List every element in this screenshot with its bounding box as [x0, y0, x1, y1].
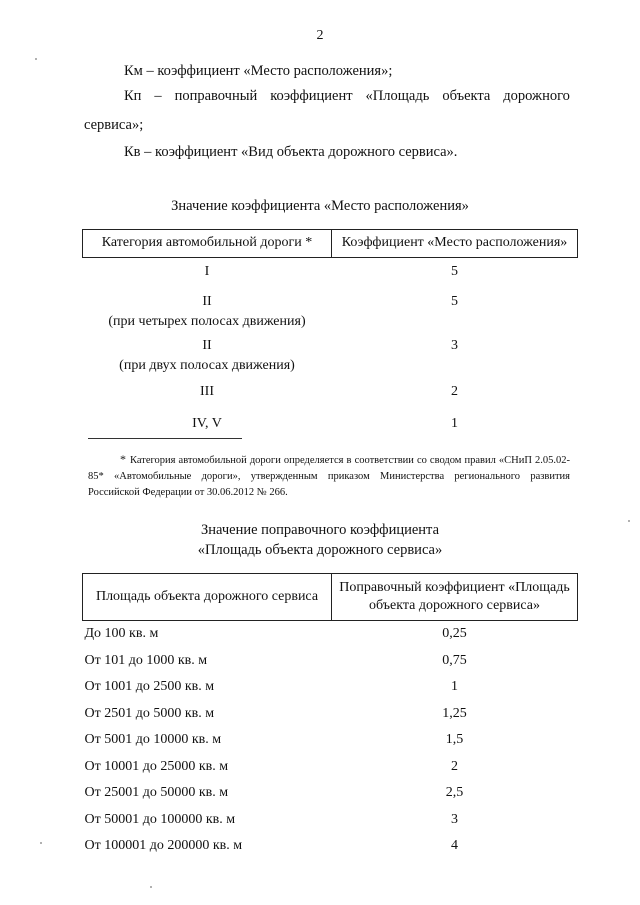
- area-cell: До 100 кв. м: [84, 626, 159, 642]
- definition-kp-word: Кп: [124, 88, 142, 104]
- area-coefficient-table: [82, 573, 578, 860]
- coefficient-cell: 2: [451, 384, 458, 399]
- footnote-marker: *: [120, 452, 126, 466]
- table-row: [83, 727, 578, 754]
- definition-kp-word: дорожного: [503, 88, 570, 104]
- coefficient-cell: 3: [451, 338, 458, 353]
- coefficient-cell: 1: [451, 416, 458, 431]
- table-row: [83, 621, 578, 648]
- scan-speck: [40, 842, 42, 844]
- footnote-divider: [88, 438, 242, 439]
- definition-kp-word: объекта: [442, 88, 491, 104]
- area-cell: От 25001 до 50000 кв. м: [84, 785, 229, 801]
- category-value: I: [204, 264, 210, 279]
- table-row: [83, 258, 578, 291]
- definition-kv: Кв – коэффициент «Вид объекта дорожного сервиса».: [124, 144, 458, 160]
- category-value: II: [202, 338, 212, 353]
- category-note: (при двух полосах движения): [119, 358, 295, 373]
- scan-speck: [150, 886, 152, 888]
- definition-kp-word: поправочный: [174, 88, 258, 104]
- scan-speck: [35, 58, 37, 60]
- category-note: (при четырех полосах движения): [108, 314, 306, 329]
- table-row: [83, 833, 578, 860]
- table-header-row: [83, 230, 578, 258]
- scan-speck: [628, 520, 630, 522]
- coefficient-cell: 0,75: [442, 652, 467, 668]
- table2-title-line1: Значение поправочного коэффициента: [200, 522, 440, 538]
- header-area-coefficient: Поправочный коэффициент «Площадь объекта дорожного сервиса»: [332, 574, 578, 621]
- area-cell: От 2501 до 5000 кв. м: [84, 705, 215, 721]
- category-value: III: [200, 384, 214, 399]
- category-value: II: [202, 294, 212, 309]
- coefficient-cell: 1: [451, 679, 458, 695]
- area-cell: От 100001 до 200000 кв. м: [84, 838, 243, 854]
- table1-title: Значение коэффициента «Место расположения»: [171, 198, 469, 214]
- table-row: [83, 754, 578, 781]
- header-location-coefficient: Коэффициент «Место расположения»: [332, 230, 578, 258]
- table-row: [83, 378, 578, 410]
- area-cell: От 101 до 1000 кв. м: [84, 652, 208, 668]
- coefficient-cell: 5: [451, 264, 458, 279]
- category-value: IV, V: [192, 416, 222, 431]
- area-cell: От 50001 до 100000 кв. м: [84, 811, 236, 827]
- coefficient-cell: 2,5: [445, 785, 464, 801]
- coefficient-cell: 4: [451, 838, 458, 854]
- coefficient-cell: 0,25: [442, 626, 467, 642]
- area-cell: От 5001 до 10000 кв. м: [84, 732, 222, 748]
- category-cell: [83, 290, 332, 334]
- header-area: Площадь объекта дорожного сервиса: [83, 574, 332, 621]
- coefficient-cell: 3: [451, 811, 458, 827]
- table-row: [83, 290, 578, 334]
- table2-title-line2: «Площадь объекта дорожного сервиса»: [197, 542, 443, 558]
- category-cell: [83, 258, 332, 291]
- table-row: [83, 648, 578, 675]
- coefficient-cell: 1,5: [445, 732, 464, 748]
- table-header-row: [83, 574, 578, 621]
- definition-km: Км – коэффициент «Место расположения»;: [124, 63, 393, 79]
- definition-kp-line1: [124, 88, 570, 105]
- coefficient-cell: 2: [451, 758, 458, 774]
- definition-kp-word: коэффициент: [270, 88, 353, 104]
- definition-kp-word: –: [154, 88, 162, 104]
- table-row: [83, 701, 578, 728]
- category-cell: [83, 334, 332, 378]
- table-row: [83, 807, 578, 834]
- category-cell: [83, 378, 332, 410]
- coefficient-cell: 5: [451, 294, 458, 309]
- footnote-text: Категория автомобильной дороги определяется в соответствии со сводом правил «СНиП 2.05.02-85* «Автомобильные дороги», утвержденным приказом Министерства регионального развития Российской Федерации от 30.06.2012 № 266.: [88, 455, 570, 498]
- table-row: [83, 674, 578, 701]
- area-cell: От 10001 до 25000 кв. м: [84, 758, 229, 774]
- area-cell: От 1001 до 2500 кв. м: [84, 679, 215, 695]
- header-road-category: Категория автомобильной дороги *: [83, 230, 332, 258]
- footnote: [88, 451, 570, 501]
- definition-kp-word: «Площадь: [365, 88, 430, 104]
- coefficient-cell: 1,25: [442, 705, 467, 721]
- definition-kp-line2: сервиса»;: [84, 117, 144, 133]
- location-coefficient-table: [82, 229, 578, 442]
- page-number: 2: [316, 28, 324, 43]
- table-row: [83, 334, 578, 378]
- table-row: [83, 780, 578, 807]
